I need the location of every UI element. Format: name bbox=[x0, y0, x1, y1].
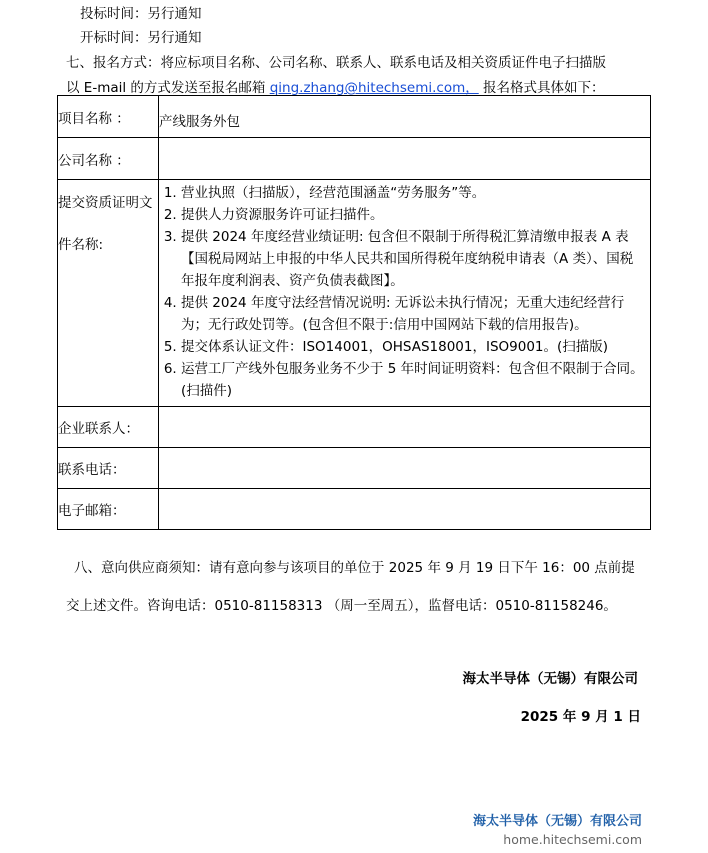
phone-label: 联系电话： bbox=[58, 448, 159, 489]
table-row bbox=[58, 180, 651, 407]
section7-prefix: 以 E-mail 的方式发送至报名邮箱 bbox=[66, 80, 270, 96]
list-item: 1. 营业执照（扫描版），经营范围涵盖“劳务服务”等。 bbox=[181, 182, 646, 204]
list-item: 4. 提供 2024 年度守法经营情况说明: 无诉讼未执行情况；无重大违纪经营行为；无行政处罚等。(包含但不限于:信用中国网站下载的信用报告)。 bbox=[181, 292, 646, 336]
list-item: 6. 运营工厂产线外包服务业务不少于 5 年时间证明资料：包含但不限制于合同。(扫描件) bbox=[181, 358, 646, 402]
company-name-value[interactable] bbox=[159, 138, 651, 180]
phone-value[interactable] bbox=[159, 448, 651, 489]
open-time: 开标时间：另行通知 bbox=[80, 30, 202, 46]
list-item: 2. 提供人力资源服务许可证扫描件。 bbox=[181, 204, 646, 226]
list-item: 3. 提供 2024 年度经营业绩证明: 包含但不限制于所得税汇算清缴申报表 A 表【国税局网站上申报的中华人民共和国所得税年度纳税申请表（A 类）、国税年报年度利润表、资产负债表截图】。 bbox=[181, 226, 646, 292]
contact-value[interactable] bbox=[159, 407, 651, 448]
table-row bbox=[58, 138, 651, 180]
table-row bbox=[58, 489, 651, 530]
section8-line1: 八、意向供应商须知：请有意向参与该项目的单位于 2025 年 9 月 19 日下午 16：00 点前提 bbox=[74, 560, 635, 576]
table-row bbox=[58, 448, 651, 489]
section8-line2: 交上述文件。咨询电话：0510-81158313 （周一至周五），监督电话：0510-81158246。 bbox=[66, 598, 617, 614]
footer-company: 海太半导体（无锡）有限公司 bbox=[472, 814, 642, 829]
docs-label-line1: 提交资质证明文 bbox=[58, 195, 153, 211]
table-row bbox=[58, 96, 651, 138]
email-label: 电子邮箱： bbox=[58, 489, 159, 530]
bid-time: 投标时间：另行通知 bbox=[80, 6, 202, 22]
section7-line2 bbox=[66, 76, 605, 96]
footer-url[interactable]: home.hitechsemi.com bbox=[503, 832, 642, 847]
table-row bbox=[58, 407, 651, 448]
email-link[interactable]: qing.zhang@hitechsemi.com， bbox=[269, 80, 479, 96]
docs-label-line2: 件名称: bbox=[58, 237, 104, 253]
project-name-label: 项目名称 ： bbox=[58, 96, 159, 138]
docs-list-cell bbox=[159, 180, 651, 407]
company-name-label: 公司名称 ： bbox=[58, 138, 159, 180]
section7-suffix: 报名格式具体如下： bbox=[478, 80, 605, 96]
docs-list bbox=[159, 180, 650, 406]
docs-label bbox=[58, 180, 159, 407]
email-value[interactable] bbox=[159, 489, 651, 530]
list-item: 5. 提交体系认证文件：ISO14001，OHSAS18001，ISO9001。(扫描版) bbox=[181, 336, 646, 358]
project-name-value: 产线服务外包 bbox=[159, 96, 651, 138]
contact-label: 企业联系人： bbox=[58, 407, 159, 448]
signature-company: 海太半导体（无锡）有限公司 bbox=[462, 671, 638, 687]
signature-date: 2025 年 9 月 1 日 bbox=[520, 709, 641, 725]
section7-line1: 七、报名方式：将应标项目名称、公司名称、联系人、联系电话及相关资质证件电子扫描版 bbox=[66, 55, 606, 71]
registration-form-table bbox=[57, 95, 651, 530]
